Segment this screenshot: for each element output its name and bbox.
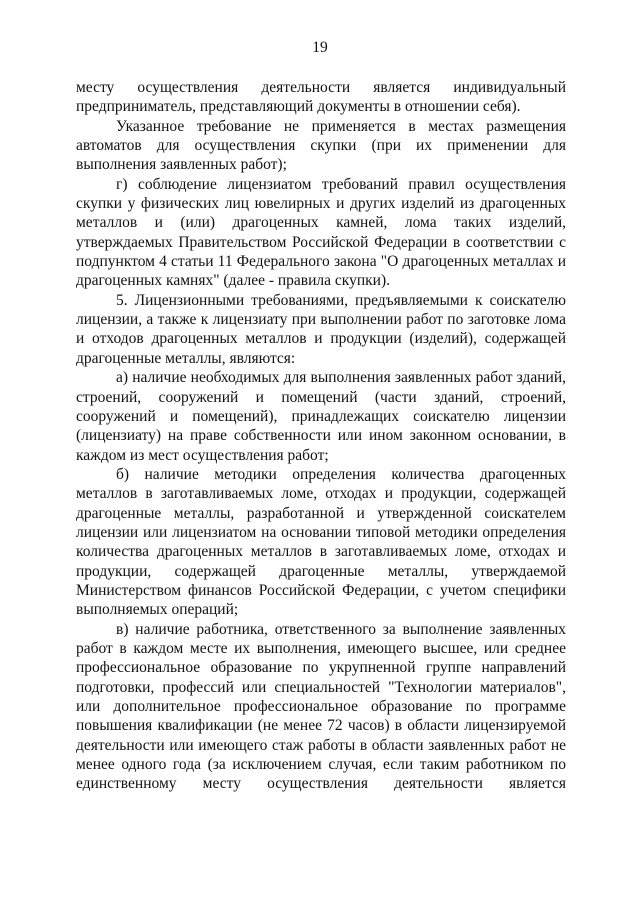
paragraph-item-v: в) наличие работника, ответственного за выполнение заявленных работ в каждом месте их выполнения, имеющего высшее, или среднее профессиональное образование по укрупненной группе направлений подготовки, профессий или специальностей "Технологии материалов", или дополнительное профессиональное образование по программе повышения квалификации (не менее 72 часов) в области лицензируемой деятельности или имеющего стаж работы в области заявленных работ не менее одного года (за исключением случая, если таким работником по единственному месту осуществления деятельности является — [76, 620, 566, 793]
document-body — [76, 78, 566, 794]
paragraph-item-a: а) наличие необходимых для выполнения заявленных работ зданий, строений, сооружений и помещений (части зданий, строений, сооружений и помещений), принадлежащих соискателю лицензии (лицензиату) на праве собственности или ином законном основании, в каждом из мест осуществления работ; — [76, 369, 566, 464]
paragraph-item-g: г) соблюдение лицензиатом требований правил осуществления скупки у физических лиц ювелирных и других изделий из драгоценных металлов и (или) драгоценных камней, лома таких изделий, утверждаемых Правительством Российской Федерации в соответствии с подпунктом 4 статьи 11 Федерального закона "О драгоценных металлах и драгоценных камнях" (далее - правила скупки). — [76, 175, 566, 290]
paragraph-continuation: месту осуществления деятельности является индивидуальный предприниматель, представляющий документы в отношении себя). — [76, 79, 566, 116]
paragraph-requirement-note: Указанное требование не применяется в местах размещения автоматов для осуществления скупки (при их применении для выполнения заявленных работ); — [76, 117, 566, 174]
page-number: 19 — [312, 39, 328, 56]
paragraph-item-b: б) наличие методики определения количества драгоценных металлов в заготавливаемых ломе, отходах и продукции, содержащей драгоценные металлы, разработанной и утвержденной соискателем лицензии или лицензиатом на основании типовой методики определения количества драгоценных металлов в заготавливаемых ломе, отходах и продукции, содержащей драгоценные металлы, утверждаемой Министерством финансов Российской Федерации, с учетом специфики выполняемых операций; — [76, 465, 566, 619]
paragraph-section-5: 5. Лицензионными требованиями, предъявляемыми к соискателю лицензии, а также к лицензиату при выполнении работ по заготовке лома и отходов драгоценных металлов и продукции (изделий), содержащей драгоценные металлы, являются: — [76, 291, 566, 367]
